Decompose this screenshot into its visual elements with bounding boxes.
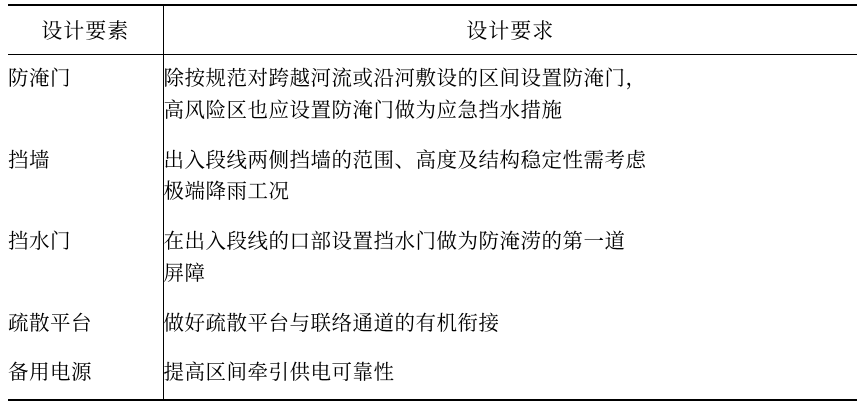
table-header-row (8, 5, 857, 55)
cell-element: 备用电源 (8, 349, 163, 400)
column-header-element: 设计要素 (8, 5, 163, 55)
spec-table-container (0, 4, 865, 415)
table-row (8, 137, 857, 219)
cell-requirement (163, 349, 857, 400)
cell-element: 疏散平台 (8, 300, 163, 350)
cell-requirement (163, 218, 857, 300)
cell-requirement (163, 137, 857, 219)
requirement-line: 除按规范对跨越河流或沿河敷设的区间设置防淹门， (163, 68, 647, 90)
cell-element: 挡水门 (8, 218, 163, 300)
requirement-line: 提高区间牵引供电可靠性 (163, 362, 395, 385)
table-row (8, 349, 857, 400)
requirement-line: 高风险区也应设置防淹门做为应急挡水措施 (163, 99, 563, 122)
cell-element: 防淹门 (8, 55, 163, 137)
table-body (8, 55, 857, 401)
cell-requirement (163, 300, 857, 350)
requirement-line: 在出入段线的口部设置挡水门做为防淹涝的第一道 (163, 231, 626, 254)
requirement-line: 屏障 (163, 262, 206, 285)
cell-requirement (163, 55, 857, 137)
cell-element: 挡墙 (8, 137, 163, 219)
table-row (8, 218, 857, 300)
requirement-line: 做好疏散平台与联络通道的有机衔接 (163, 312, 500, 335)
requirement-line: 出入段线两侧挡墙的范围、高度及结构稳定性需考虑 (163, 149, 647, 172)
table-row (8, 55, 857, 137)
table-header (8, 5, 857, 55)
requirement-line: 极端降雨工况 (163, 181, 290, 204)
column-header-requirement: 设计要求 (163, 5, 857, 55)
design-requirements-table (8, 4, 857, 401)
table-row (8, 300, 857, 350)
